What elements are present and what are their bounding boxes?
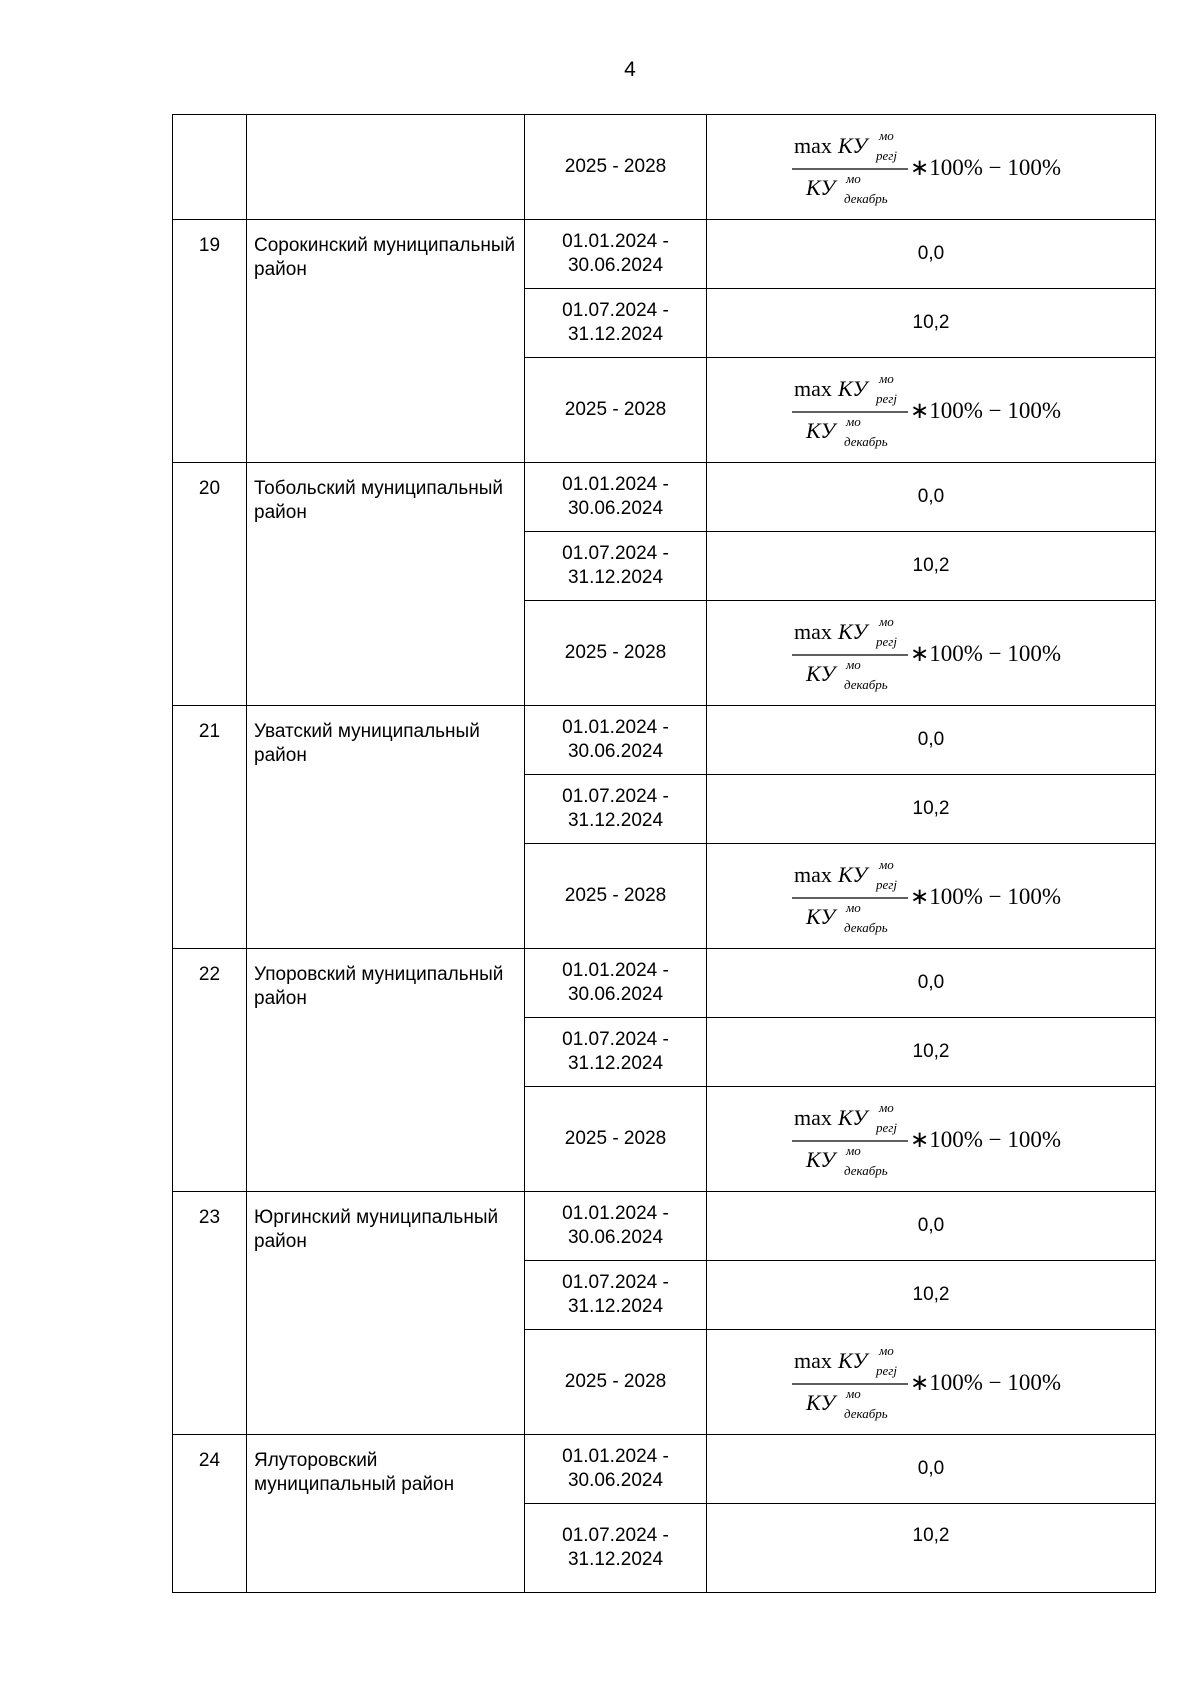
formula-sub-bottom: декабрь — [844, 1406, 888, 1421]
formula-cell — [707, 601, 1156, 706]
district-name: Упоровский муниципальный район — [247, 949, 525, 1192]
period-cell: 01.07.2024 - 31.12.2024 — [525, 532, 707, 601]
formula-sub-top: регj — [876, 391, 897, 406]
formula — [786, 125, 1076, 209]
row-number: 20 — [173, 463, 247, 706]
formula-sup-bottom: мо — [846, 1386, 861, 1401]
formula-sup-bottom: мо — [846, 414, 861, 429]
formula — [786, 368, 1076, 452]
formula-sub-top: регj — [876, 1363, 897, 1378]
period-cell: 2025 - 2028 — [525, 358, 707, 463]
period-cell: 01.01.2024 - 30.06.2024 — [525, 706, 707, 775]
value-cell: 0,0 — [707, 706, 1156, 775]
period-cell: 01.07.2024 - 31.12.2024 — [525, 289, 707, 358]
formula-sup-bottom: мо — [846, 657, 861, 672]
formula-ku-bottom: КУ — [806, 1390, 836, 1415]
row-number: 21 — [173, 706, 247, 949]
formula-sup-top: мо — [879, 614, 894, 629]
formula-sup-bottom: мо — [846, 1143, 861, 1158]
formula-ku-bottom: КУ — [806, 175, 836, 200]
period-cell: 01.01.2024 - 30.06.2024 — [525, 1435, 707, 1504]
formula — [786, 611, 1076, 695]
formula-sup-bottom: мо — [846, 171, 861, 186]
formula-sub-top: регj — [876, 634, 897, 649]
formula-max: max — [794, 1105, 832, 1130]
name-cell — [247, 115, 525, 220]
formula-max: max — [794, 619, 832, 644]
period-cell: 01.07.2024 - 31.12.2024 — [525, 1018, 707, 1087]
table-row — [173, 1435, 1156, 1504]
period-cell: 01.01.2024 - 30.06.2024 — [525, 1192, 707, 1261]
formula-tail: ∗100% − 100% — [910, 641, 1062, 666]
district-name: Сорокинский муниципальный район — [247, 220, 525, 463]
period-cell: 01.01.2024 - 30.06.2024 — [525, 220, 707, 289]
formula — [786, 854, 1076, 938]
formula-ku-top: КУ — [838, 862, 868, 887]
value-cell: 0,0 — [707, 1192, 1156, 1261]
formula-ku-bottom: КУ — [806, 661, 836, 686]
formula-tail: ∗100% − 100% — [910, 398, 1062, 423]
row-number: 22 — [173, 949, 247, 1192]
formula-tail: ∗100% − 100% — [910, 1370, 1062, 1395]
value-cell: 10,2 — [707, 775, 1156, 844]
formula-sup-top: мо — [879, 371, 894, 386]
period-cell: 01.07.2024 - 31.12.2024 — [525, 775, 707, 844]
value-cell: 10,2 — [707, 1261, 1156, 1330]
formula-max: max — [794, 1348, 832, 1373]
row-number: 19 — [173, 220, 247, 463]
value-cell: 0,0 — [707, 463, 1156, 532]
formula-ku-bottom: КУ — [806, 904, 836, 929]
table-row — [173, 1192, 1156, 1261]
period-cell: 01.01.2024 - 30.06.2024 — [525, 949, 707, 1018]
period-cell: 2025 - 2028 — [525, 844, 707, 949]
formula-ku-top: КУ — [838, 1348, 868, 1373]
formula-tail: ∗100% − 100% — [910, 884, 1062, 909]
formula-ku-top: КУ — [838, 133, 868, 158]
formula-tail: ∗100% − 100% — [910, 1127, 1062, 1152]
formula-sup-top: мо — [879, 1343, 894, 1358]
value-cell: 0,0 — [707, 1435, 1156, 1504]
row-number: 24 — [173, 1435, 247, 1593]
formula-sup-top: мо — [879, 128, 894, 143]
formula-sup-top: мо — [879, 857, 894, 872]
period-cell: 01.07.2024 - 31.12.2024 — [525, 1261, 707, 1330]
formula-max: max — [794, 133, 832, 158]
num-cell — [173, 115, 247, 220]
formula-ku-top: КУ — [838, 1105, 868, 1130]
period-cell: 2025 - 2028 — [525, 601, 707, 706]
district-name: Уватский муниципальный район — [247, 706, 525, 949]
formula-ku-bottom: КУ — [806, 418, 836, 443]
page-number: 4 — [624, 58, 636, 81]
formula-sup-top: мо — [879, 1100, 894, 1115]
formula-ku-top: КУ — [838, 376, 868, 401]
formula-cell — [707, 358, 1156, 463]
value-cell: 0,0 — [707, 220, 1156, 289]
formula-sup-bottom: мо — [846, 900, 861, 915]
table-row — [173, 463, 1156, 532]
formula-sub-bottom: декабрь — [844, 1163, 888, 1178]
formula-sub-bottom: декабрь — [844, 677, 888, 692]
value-cell: 10,2 — [707, 532, 1156, 601]
formula-tail: ∗100% − 100% — [910, 155, 1062, 180]
table-row — [173, 706, 1156, 775]
formula-cell — [707, 1087, 1156, 1192]
formula-sub-top: регj — [876, 1120, 897, 1135]
formula — [786, 1097, 1076, 1181]
formula-sub-bottom: декабрь — [844, 191, 888, 206]
period-cell: 2025 - 2028 — [525, 115, 707, 220]
formula-sub-top: регj — [876, 877, 897, 892]
formula-sub-bottom: декабрь — [844, 434, 888, 449]
district-name: Юргинский муниципальный район — [247, 1192, 525, 1435]
row-number: 23 — [173, 1192, 247, 1435]
formula — [786, 1340, 1076, 1424]
value-cell: 10,2 — [707, 1018, 1156, 1087]
district-name: Тобольский муниципальный район — [247, 463, 525, 706]
period-cell: 2025 - 2028 — [525, 1087, 707, 1192]
table-row — [173, 220, 1156, 289]
period-cell: 2025 - 2028 — [525, 1330, 707, 1435]
formula-max: max — [794, 862, 832, 887]
formula-ku-top: КУ — [838, 619, 868, 644]
district-name: Ялуторовский муниципальный район — [247, 1435, 525, 1593]
formula-max: max — [794, 376, 832, 401]
value-cell: 10,2 — [707, 289, 1156, 358]
formula-sub-top: регj — [876, 148, 897, 163]
value-cell: 10,2 — [707, 1504, 1156, 1593]
formula-cell — [707, 115, 1156, 220]
period-cell: 01.01.2024 - 30.06.2024 — [525, 463, 707, 532]
table-row — [173, 949, 1156, 1018]
table-row — [173, 115, 1156, 220]
tariff-table — [172, 114, 1156, 1593]
formula-cell — [707, 1330, 1156, 1435]
value-cell: 0,0 — [707, 949, 1156, 1018]
formula-ku-bottom: КУ — [806, 1147, 836, 1172]
formula-sub-bottom: декабрь — [844, 920, 888, 935]
period-cell: 01.07.2024 - 31.12.2024 — [525, 1504, 707, 1593]
formula-cell — [707, 844, 1156, 949]
